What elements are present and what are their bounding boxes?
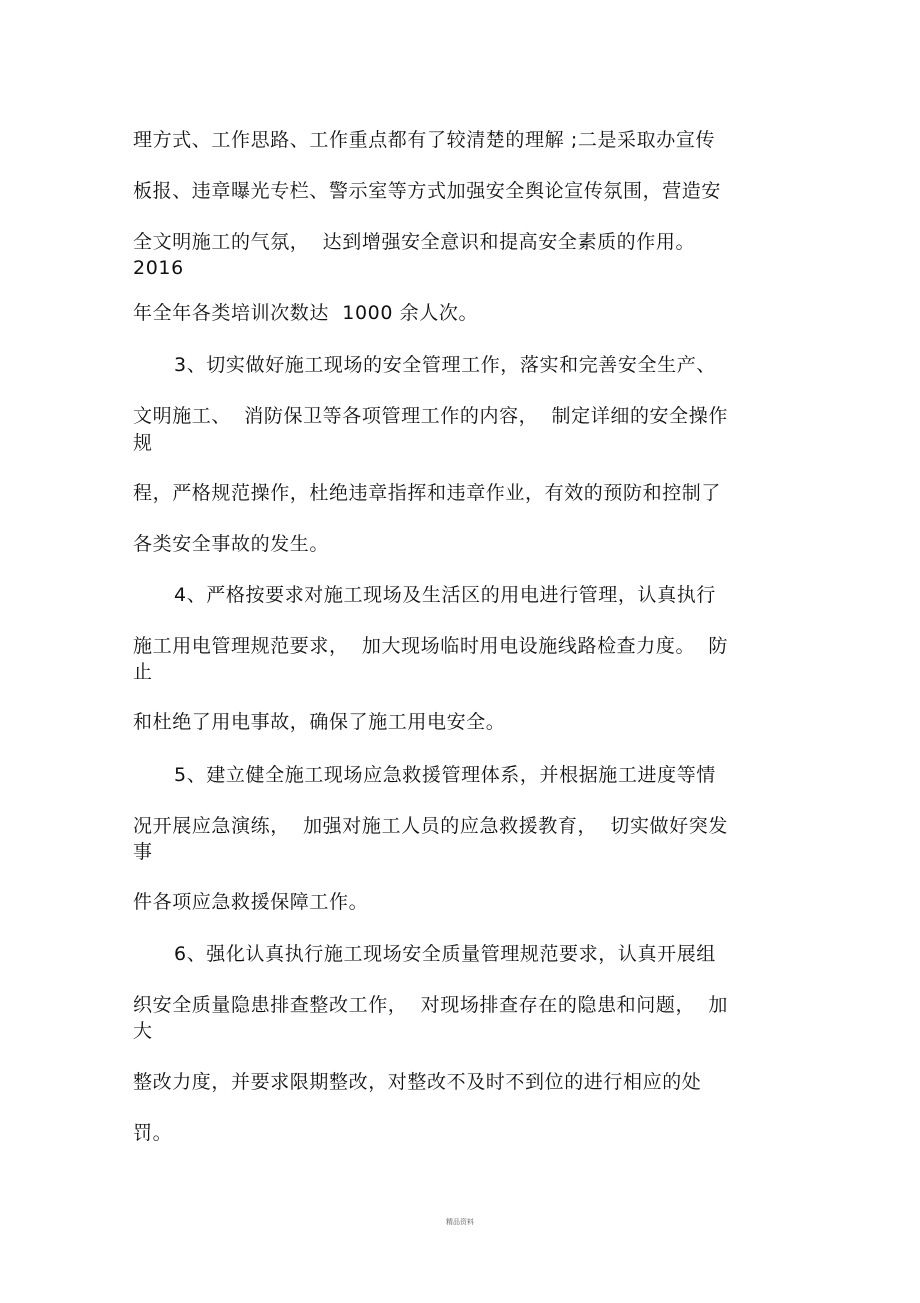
text-line: 整改力度，并要求限期整改，对整改不及时不到位的进行相应的处 [133,1071,702,1093]
text-line: 各类安全事故的发生。 [133,533,330,555]
paragraph-3-start: 3、切实做好施工现场的安全管理工作，落实和完善安全生产、 [174,354,716,376]
text-line: 理方式、工作思路、工作重点都有了较清楚的理解 ;二是采取办宣传 [133,129,716,151]
text-line: 程，严格规范操作，杜绝违章指挥和违章作业，有效的预防和控制了 [133,482,722,504]
text-line: 2016 [133,257,184,279]
text-line: 件各项应急救援保障工作。 [133,891,369,913]
text-line: 罚。 [133,1122,173,1144]
text-line: 文明施工、 消防保卫等各项管理工作的内容， 制定详细的安全操作 [133,405,728,427]
page-footer: 精品资料 [446,1218,474,1226]
text-line: 规 [133,432,153,454]
text-line: 止 [133,661,153,683]
text-line: 况开展应急演练， 加强对施工人员的应急救援教育， 切实做好突发 [133,815,728,837]
paragraph-6-start: 6、强化认真执行施工现场安全质量管理规范要求，认真开展组 [174,943,716,965]
paragraph-4-start: 4、严格按要求对施工现场及生活区的用电进行管理，认真执行 [174,584,716,606]
text-line: 年全年各类培训次数达 1000 余人次。 [133,302,479,324]
text-line: 和杜绝了用电事故，确保了施工用电安全。 [133,711,506,733]
text-line: 施工用电管理规范要求， 加大现场临时用电设施线路检查力度。 防 [133,635,728,657]
text-line: 大 [133,1020,153,1042]
text-line: 板报、违章曝光专栏、警示室等方式加强安全舆论宣传氛围，营造安 [133,180,722,202]
text-line: 全文明施工的气氛， 达到增强安全意识和提高安全素质的作用。 [133,231,696,253]
text-line: 事 [133,841,153,863]
paragraph-5-start: 5、建立健全施工现场应急救援管理体系，并根据施工进度等情 [174,764,716,786]
text-line: 织安全质量隐患排查整改工作， 对现场排查存在的隐患和问题， 加 [133,994,728,1016]
